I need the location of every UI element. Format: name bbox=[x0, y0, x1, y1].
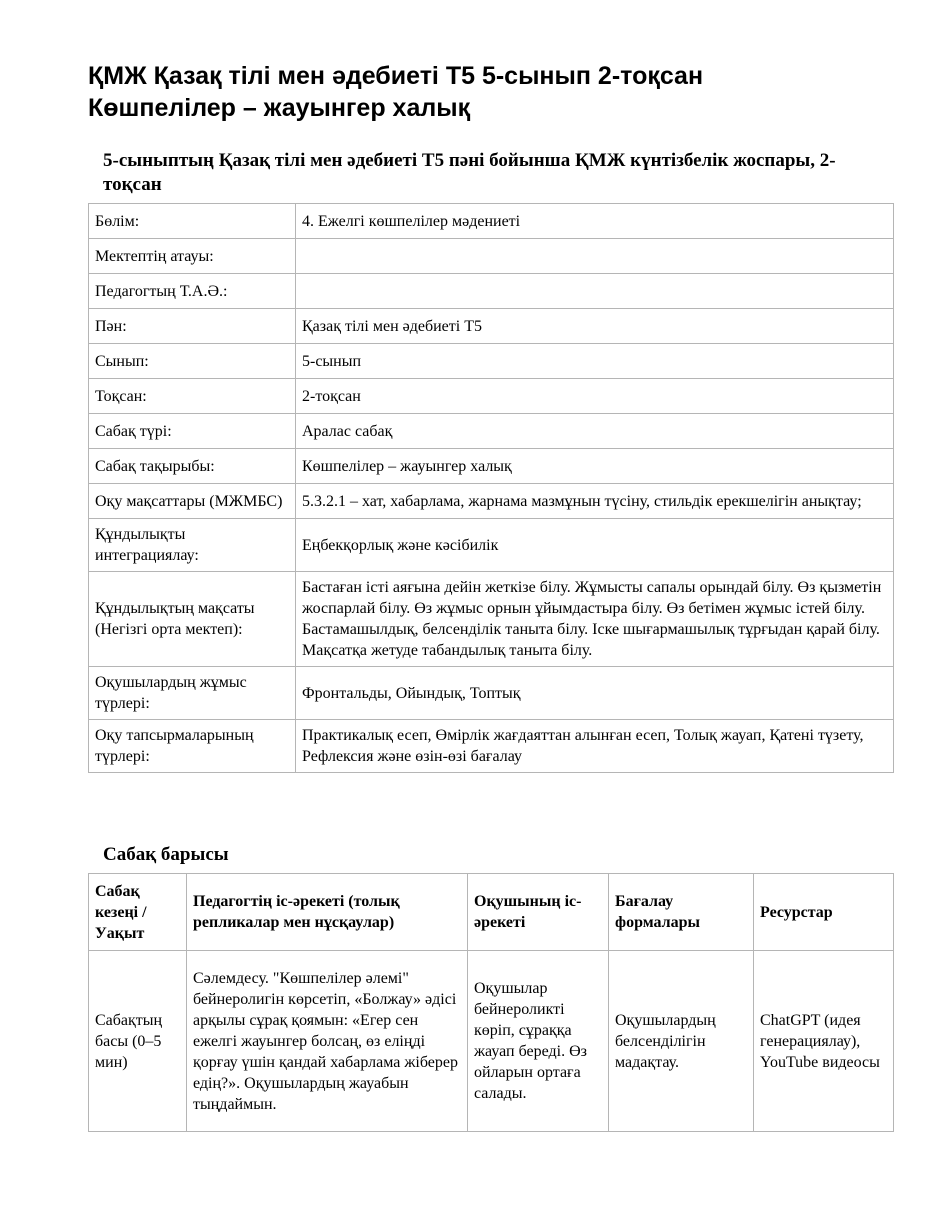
row-value: Бастаған істі аяғына дейін жеткізе білу. Жұмысты сапалы орындай білу. Өз қызметін жоспарлай білу. Өз жұмыс орнын ұйымдастыра білу. Өз бетімен жұмыс істей білу. Бастамашылдық, белсенділік таныта білу. Іске шығармашылық тұрғыдан қарай білу. Мақсатқа жетуде табандылық таныта білу. bbox=[296, 572, 894, 667]
row-label: Сабақ түрі: bbox=[89, 414, 296, 449]
row-label: Сабақ тақырыбы: bbox=[89, 449, 296, 484]
header-row bbox=[89, 874, 894, 951]
table-row bbox=[89, 344, 894, 379]
row-value: 4. Ежелгі көшпелілер мәдениеті bbox=[296, 204, 894, 239]
row-label: Құндылықтың мақсаты (Негізгі орта мектеп): bbox=[89, 572, 296, 667]
row-label: Оқушылардың жұмыс түрлері: bbox=[89, 667, 296, 720]
row-label: Сынып: bbox=[89, 344, 296, 379]
row-value: 2-тоқсан bbox=[296, 379, 894, 414]
table-row bbox=[89, 484, 894, 519]
column-header-student: Оқушының іс-әрекеті bbox=[468, 874, 609, 951]
row-value bbox=[296, 274, 894, 309]
row-value: Еңбекқорлық және кәсібилік bbox=[296, 519, 894, 572]
row-label: Оқу мақсаттары (МЖМБС) bbox=[89, 484, 296, 519]
row-label: Педагогтың Т.А.Ә.: bbox=[89, 274, 296, 309]
plan-heading: 5-сыныптың Қазақ тілі мен әдебиеті Т5 пәні бойынша ҚМЖ күнтізбелік жоспары, 2-тоқсан bbox=[103, 150, 836, 195]
table-row bbox=[89, 309, 894, 344]
table-row bbox=[89, 572, 894, 667]
table-row bbox=[89, 720, 894, 773]
lesson-progress-heading: Сабақ барысы bbox=[103, 844, 229, 865]
row-label: Бөлім: bbox=[89, 204, 296, 239]
column-header-resources: Ресурстар bbox=[754, 874, 894, 951]
cell-resources: ChatGPT (идея генерациялау), YouTube видеосы bbox=[754, 951, 894, 1132]
table-row bbox=[89, 274, 894, 309]
table-row bbox=[89, 449, 894, 484]
row-label: Пән: bbox=[89, 309, 296, 344]
cell-teacher-activity: Сәлемдесу. "Көшпелілер әлемі" бейнеролигін көрсетіп, «Болжау» әдісі арқылы сұрақ қоямын: «Егер сен ежелгі жауынгер болсаң, өз еліңді қорғау үшін қандай хабарлама жіберер едің?». Оқушылардың жауабын тыңдаймын. bbox=[187, 951, 468, 1132]
row-value: 5.3.2.1 – хат, хабарлама, жарнама мазмұнын түсіну, стильдік ерекшелігін анықтау; bbox=[296, 484, 894, 519]
column-header-stage: Сабақ кезеңі / Уақыт bbox=[89, 874, 187, 951]
row-value: 5-сынып bbox=[296, 344, 894, 379]
row-value: Көшпелілер – жауынгер халық bbox=[296, 449, 894, 484]
cell-stage: Сабақтың басы (0–5 мин) bbox=[89, 951, 187, 1132]
document-title bbox=[88, 60, 888, 124]
row-label: Тоқсан: bbox=[89, 379, 296, 414]
lesson-progress-table bbox=[88, 873, 894, 1132]
table-row bbox=[89, 204, 894, 239]
cell-student-activity: Оқушылар бейнероликті көріп, сұраққа жауап береді. Өз ойларын ортаға салады. bbox=[468, 951, 609, 1132]
table-row bbox=[89, 239, 894, 274]
document-title-line-2: Көшпелілер – жауынгер халық bbox=[88, 94, 471, 122]
row-label: Мектептің атауы: bbox=[89, 239, 296, 274]
row-label: Құндылықты интеграциялау: bbox=[89, 519, 296, 572]
cell-assessment: Оқушылардың белсенділігін мадақтау. bbox=[609, 951, 754, 1132]
table-row bbox=[89, 951, 894, 1132]
table-row bbox=[89, 379, 894, 414]
row-value bbox=[296, 239, 894, 274]
row-value: Қазақ тілі мен әдебиеті Т5 bbox=[296, 309, 894, 344]
lesson-info-table bbox=[88, 203, 894, 773]
column-header-teacher: Педагогтің іс-әрекеті (толық репликалар мен нұсқаулар) bbox=[187, 874, 468, 951]
table-row bbox=[89, 414, 894, 449]
table-row bbox=[89, 519, 894, 572]
row-label: Оқу тапсырмаларының түрлері: bbox=[89, 720, 296, 773]
row-value: Фронтальды, Ойындық, Топтық bbox=[296, 667, 894, 720]
table-row bbox=[89, 667, 894, 720]
document-title-line-1: ҚМЖ Қазақ тілі мен әдебиеті Т5 5-сынып 2-тоқсан bbox=[88, 62, 704, 90]
column-header-assessment: Бағалау формалары bbox=[609, 874, 754, 951]
row-value: Практикалық есеп, Өмірлік жағдаяттан алынған есеп, Толық жауап, Қатені түзету, Рефлексия және өзін-өзі бағалау bbox=[296, 720, 894, 773]
row-value: Аралас сабақ bbox=[296, 414, 894, 449]
